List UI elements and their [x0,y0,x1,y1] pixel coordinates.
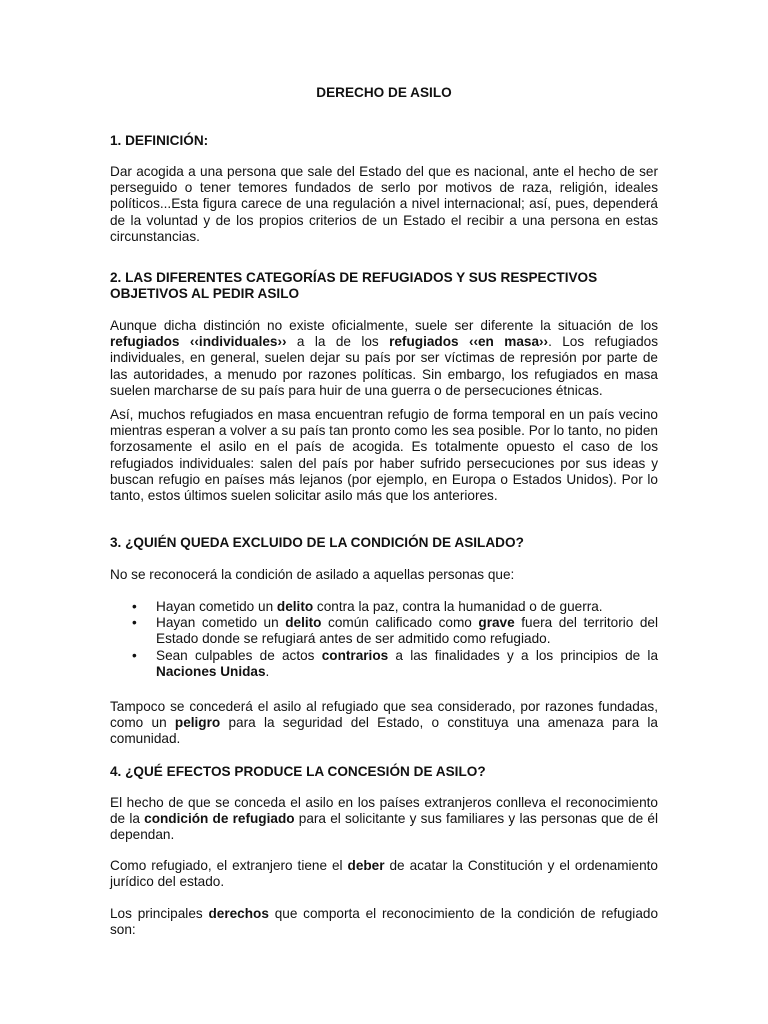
section-4-paragraph-3: Los principales derechos que comporta el reconocimiento de la condición de refugiado son: [110,906,659,938]
list-item: • Hayan cometido un delito común calificado como grave fuera del territorio del Estado donde se refugiará antes de ser admitido como refugiado. [110,615,658,647]
section-2-paragraph-1: Aunque dicha distinción no existe oficialmente, suele ser diferente la situación de los refugiados ‹‹individuales›› a la de los refugiados ‹‹en masa››. Los refugiados individuales, en general, suelen dejar su país por ser víctimas de represión por parte de las autoridades, a menudo por razones políticas. Sin embargo, los refugiados en masa suelen marcharse de su país para huir de una guerra o de persecuciones étnicas. [110,318,658,398]
section-3-heading: 3. ¿QUIÉN QUEDA EXCLUIDO DE LA CONDICIÓN DE ASILADO? [110,535,524,550]
section-4-heading: 4. ¿QUÉ EFECTOS PRODUCE LA CONCESIÓN DE ASILO? [110,764,486,779]
section-2-paragraph-2: Así, muchos refugiados en masa encuentran refugio de forma temporal en un país vecino mientras esperan a volver a su país tan pronto como les sea posible. Por lo tanto, no piden forzosamente el asilo en el país de acogida. Es totalmente opuesto el caso de los refugiados individuales: salen del país por haber sufrido persecuciones por sus ideas y buscan refugio en países más lejanos (por ejemplo, en Europa o Estados Unidos). Por lo tanto, estos últimos suelen solicitar asilo más que los anteriores. [110,407,658,504]
section-3-paragraph: Tampoco se concederá el asilo al refugiado que sea considerado, por razones fundadas, como un peligro para la seguridad del Estado, o constituya una amenaza para la comunidad. [110,699,658,747]
section-1-heading: 1. DEFINICIÓN: [110,133,209,148]
exclusion-list [110,599,658,680]
section-4-paragraph-2: Como refugiado, el extranjero tiene el deber de acatar la Constitución y el ordenamiento jurídico del estado. [110,858,658,890]
section-1-paragraph: Dar acogida a una persona que sale del Estado del que es nacional, ante el hecho de ser perseguido o tener temores fundados de serlo por motivos de raza, religión, ideales políticos...Esta figura carece de una regulación a nivel internacional; así, pues, dependerá de la voluntad y de los propios criterios de un Estado el recibir a una persona en estas circunstancias. [110,164,658,244]
list-item: • Hayan cometido un delito contra la paz, contra la humanidad o de guerra. [110,599,658,615]
section-3-intro: No se reconocerá la condición de asilado a aquellas personas que: [110,567,515,582]
section-2-heading: 2. LAS DIFERENTES CATEGORÍAS DE REFUGIADOS Y SUS RESPECTIVOS OBJETIVOS AL PEDIR ASILO [110,270,598,302]
section-4-paragraph-1: El hecho de que se conceda el asilo en los países extranjeros conlleva el reconocimiento de la condición de refugiado para el solicitante y sus familiares y las personas que de él dependan. [110,795,658,843]
list-item: • Sean culpables de actos contrarios a las finalidades y a los principios de la Naciones Unidas. [110,648,658,680]
document-title: DERECHO DE ASILO [316,85,452,100]
